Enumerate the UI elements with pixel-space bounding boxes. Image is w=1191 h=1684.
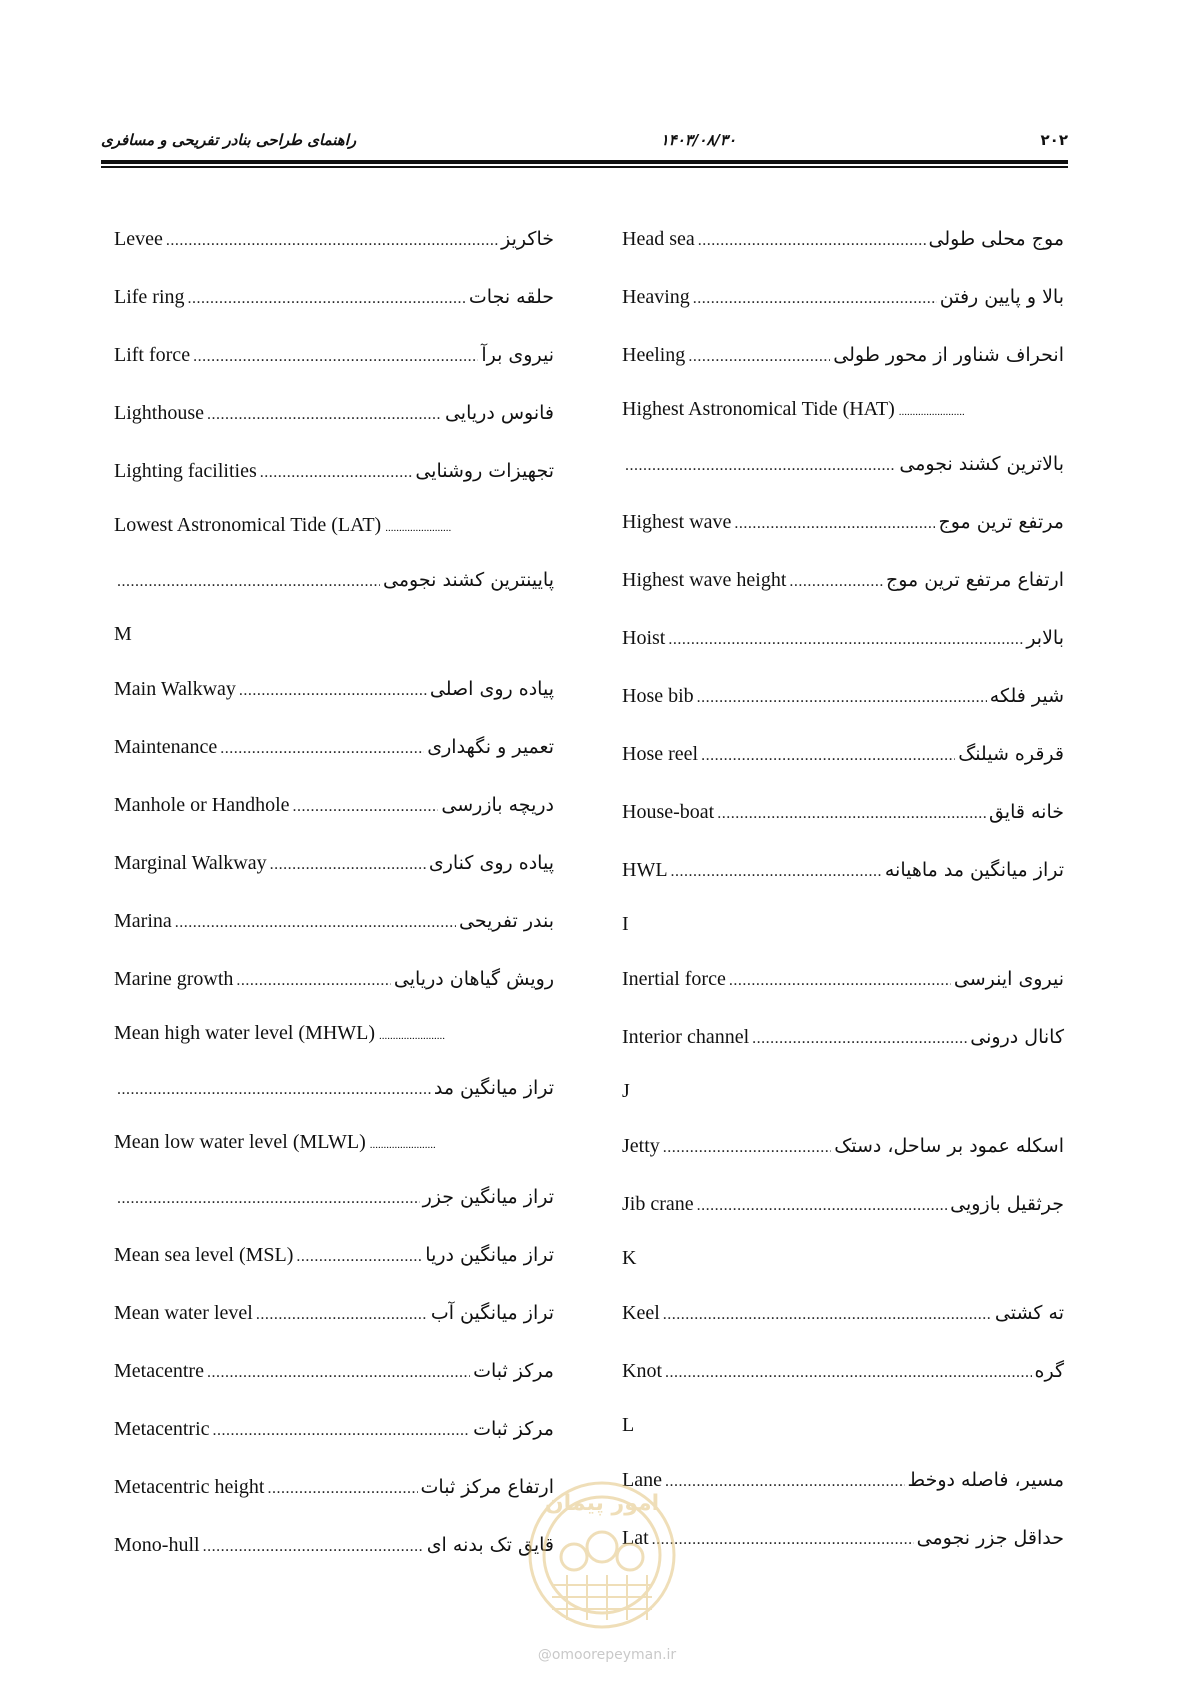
glossary-entry	[622, 667, 1064, 725]
persian-translation: تراز میانگین مد	[433, 1077, 554, 1099]
english-term: Lighting facilities	[114, 460, 257, 482]
header-title: راهنمای طراحی بنادر تفریحی و مسافری	[101, 131, 357, 149]
english-term: Interior channel	[622, 1026, 750, 1048]
english-term: Mono-hull	[114, 1534, 200, 1556]
english-term: Levee	[114, 228, 163, 250]
persian-translation: حداقل جزر نجومی	[916, 1527, 1064, 1549]
dot-leader	[220, 720, 424, 778]
section-letter-text: K	[622, 1247, 637, 1269]
dot-leader	[671, 843, 882, 901]
dot-leader	[117, 1061, 431, 1119]
english-term: Life ring	[114, 286, 185, 308]
persian-translation: پیاده روی کناری	[428, 852, 554, 874]
english-term: Manhole or Handhole	[114, 794, 290, 816]
english-term: Jib crane	[622, 1193, 694, 1215]
glossary-entry	[114, 210, 554, 268]
persian-translation: تجهیزات روشنایی	[415, 460, 554, 482]
dot-leader	[207, 1344, 470, 1402]
dot-leader	[697, 669, 987, 727]
english-term: Heaving	[622, 286, 690, 308]
persian-translation: کانال درونی	[970, 1026, 1064, 1048]
dot-leader	[239, 662, 427, 720]
persian-translation: پیاده روی اصلی	[429, 678, 554, 700]
header-rule-thin	[101, 166, 1068, 168]
english-term: Maintenance	[114, 736, 218, 758]
persian-translation: انحراف شناور از محور طولی	[833, 344, 1064, 366]
persian-translation: موج محلی طولی	[928, 228, 1064, 250]
persian-translation: مرکز ثبات	[473, 1418, 554, 1440]
persian-translation: شیر فلکه	[989, 685, 1064, 707]
dot-leader	[293, 778, 439, 836]
persian-translation: اسکله عمود بر ساحل، دستک	[834, 1135, 1064, 1157]
english-term: Knot	[622, 1360, 662, 1382]
english-term: Lift force	[114, 344, 191, 366]
section-letter-text: L	[622, 1414, 635, 1436]
persian-translation: مسیر، فاصله دوخط	[907, 1469, 1064, 1491]
header-rule-thick	[101, 160, 1068, 164]
glossary-entry	[114, 326, 554, 384]
glossary-column-left	[114, 210, 554, 1574]
glossary-entry	[114, 834, 554, 892]
glossary-entry	[114, 1458, 554, 1516]
watermark-url: @omoorepeyman.ir	[537, 1647, 677, 1663]
glossary-entry	[114, 950, 554, 1008]
english-term: Main Walkway	[114, 678, 236, 700]
dot-leader: ........................	[379, 1030, 446, 1042]
persian-translation: حلقه نجات	[468, 286, 554, 308]
header-date: ۱۴۰۳/۰۸/۳۰	[660, 131, 737, 149]
persian-translation: قرقره شیلنگ	[958, 743, 1064, 765]
persian-translation: جرثقیل بازویی	[950, 1193, 1064, 1215]
persian-translation: پایینترین کشند نجومی	[383, 569, 554, 591]
dot-leader	[717, 785, 986, 843]
page-number: ۲۰۲	[1040, 131, 1068, 149]
dot-leader	[625, 437, 896, 495]
glossary-entry	[622, 551, 1064, 609]
dot-leader	[203, 1518, 424, 1576]
english-term: Marine growth	[114, 968, 234, 990]
persian-translation: گره	[1034, 1360, 1064, 1382]
dot-leader	[117, 553, 380, 611]
dot-leader	[117, 1170, 420, 1228]
dot-leader	[260, 444, 413, 502]
glossary-entry	[114, 384, 554, 442]
persian-translation: تراز میانگین مد ماهیانه	[884, 859, 1064, 881]
glossary-entry	[114, 1342, 554, 1400]
persian-translation: مرتفع ترین موج	[938, 511, 1064, 533]
glossary-entry	[622, 210, 1064, 268]
english-term: Hose bib	[622, 685, 694, 707]
english-term: Mean sea level (MSL)	[114, 1244, 294, 1266]
persian-translation: نیروی برآ	[481, 344, 554, 366]
persian-translation: بالا و پایین رفتن	[939, 286, 1064, 308]
dot-leader	[296, 1228, 422, 1286]
english-term: Inertial force	[622, 968, 726, 990]
english-term: Highest wave	[622, 511, 732, 533]
english-term: Keel	[622, 1302, 660, 1324]
persian-translation: تراز میانگین آب	[430, 1302, 554, 1324]
section-letter-text: M	[114, 623, 132, 645]
dot-leader	[268, 1460, 418, 1518]
dot-leader	[698, 212, 926, 270]
persian-translation: ارتفاع مرتفع ترین موج	[885, 569, 1064, 591]
section-letter-text: I	[622, 913, 629, 935]
glossary-entry	[622, 783, 1064, 841]
section-letter	[114, 609, 554, 660]
english-term: Marina	[114, 910, 172, 932]
section-letter	[622, 1400, 1064, 1451]
persian-translation: فانوس دریایی	[444, 402, 554, 424]
persian-translation: بالاترین کشند نجومی	[899, 453, 1064, 475]
persian-translation: بالابر	[1026, 627, 1064, 649]
section-letter	[622, 1233, 1064, 1284]
dot-leader	[256, 1286, 428, 1344]
english-term: Mean low water level (MLWL)	[114, 1131, 366, 1153]
glossary-entry	[114, 1284, 554, 1342]
persian-translation: تراز میانگین دریا	[425, 1244, 554, 1266]
english-term: Mean water level	[114, 1302, 253, 1324]
glossary-column-right	[622, 210, 1064, 1567]
glossary-translation-line	[114, 551, 554, 609]
dot-leader	[668, 611, 1023, 669]
english-term: Mean high water level (MHWL)	[114, 1022, 376, 1044]
dot-leader	[665, 1453, 905, 1511]
dot-leader	[188, 270, 466, 328]
english-term: Jetty	[622, 1135, 660, 1157]
glossary-entry	[114, 1516, 554, 1574]
glossary-entry	[622, 1008, 1064, 1066]
glossary-entry	[114, 660, 554, 718]
glossary-entry	[622, 950, 1064, 1008]
persian-translation: تعمیر و نگهداری	[427, 736, 554, 758]
english-term: Lat	[622, 1527, 649, 1549]
persian-translation: دریچه بازرسی	[441, 794, 554, 816]
english-term: Marginal Walkway	[114, 852, 267, 874]
english-term: Lowest Astronomical Tide (LAT)	[114, 514, 382, 536]
english-term: Heeling	[622, 344, 686, 366]
glossary-entry	[622, 1175, 1064, 1233]
glossary-entry	[114, 718, 554, 776]
dot-leader: ........................	[898, 406, 965, 418]
glossary-translation-line	[114, 1059, 554, 1117]
glossary-entry	[622, 841, 1064, 899]
glossary-translation-line	[114, 1168, 554, 1226]
dot-leader	[175, 894, 456, 952]
dot-leader	[166, 212, 498, 270]
persian-translation: خاکریز	[501, 228, 554, 250]
dot-leader	[734, 495, 935, 553]
dot-leader	[729, 952, 951, 1010]
glossary-entry	[622, 1342, 1064, 1400]
glossary-term-multiline	[114, 1117, 554, 1168]
dot-leader	[663, 1119, 831, 1177]
dot-leader	[688, 328, 830, 386]
persian-translation: تراز میانگین جزر	[422, 1186, 554, 1208]
glossary-entry	[622, 326, 1064, 384]
glossary-entry	[114, 442, 554, 500]
dot-leader	[207, 386, 442, 444]
english-term: Hoist	[622, 627, 666, 649]
dot-leader	[213, 1402, 471, 1460]
watermark-logo-text: امور پیمان	[544, 1491, 660, 1516]
dot-leader	[665, 1344, 1032, 1402]
english-term: HWL	[622, 859, 668, 881]
persian-translation: رویش گیاهان دریایی	[393, 968, 554, 990]
english-term: House-boat	[622, 801, 715, 823]
glossary-translation-line	[622, 435, 1064, 493]
persian-translation: ته کشتی	[994, 1302, 1064, 1324]
dot-leader	[701, 727, 955, 785]
page-header	[101, 128, 1068, 152]
dot-leader	[697, 1177, 948, 1235]
section-letter	[622, 899, 1064, 950]
glossary-entry	[114, 1400, 554, 1458]
section-letter-text: J	[622, 1080, 630, 1102]
dot-leader	[693, 270, 937, 328]
persian-translation: بندر تفریحی	[459, 910, 554, 932]
english-term: Head sea	[622, 228, 695, 250]
glossary-entry	[622, 725, 1064, 783]
glossary-entry	[114, 776, 554, 834]
glossary-entry	[114, 268, 554, 326]
dot-leader	[663, 1286, 992, 1344]
english-term: Lighthouse	[114, 402, 204, 424]
persian-translation: مرکز ثبات	[473, 1360, 554, 1382]
dot-leader	[270, 836, 426, 894]
section-letter	[622, 1066, 1064, 1117]
english-term: Lane	[622, 1469, 662, 1491]
english-term: Metacentric	[114, 1418, 210, 1440]
dot-leader: ........................	[369, 1139, 436, 1151]
persian-translation: ارتفاع مرکز ثبات	[420, 1476, 554, 1498]
glossary-term-multiline	[622, 384, 1064, 435]
glossary-entry	[114, 1226, 554, 1284]
glossary-entry	[622, 1117, 1064, 1175]
english-term: Highest wave height	[622, 569, 787, 591]
persian-translation: نیروی اینرسی	[953, 968, 1064, 990]
english-term: Hose reel	[622, 743, 699, 765]
glossary-entry	[622, 268, 1064, 326]
glossary-term-multiline	[114, 500, 554, 551]
dot-leader	[752, 1010, 967, 1068]
glossary-term-multiline	[114, 1008, 554, 1059]
english-term: Metacentric height	[114, 1476, 265, 1498]
english-term: Highest Astronomical Tide (HAT)	[622, 398, 895, 420]
persian-translation: قایق تک بدنه ای	[426, 1534, 554, 1556]
dot-leader	[193, 328, 478, 386]
persian-translation: خانه قایق	[988, 801, 1064, 823]
glossary-entry	[114, 892, 554, 950]
dot-leader	[789, 553, 883, 611]
glossary-entry	[622, 1284, 1064, 1342]
english-term: Metacentre	[114, 1360, 204, 1382]
dot-leader: ........................	[385, 522, 452, 534]
dot-leader	[236, 952, 390, 1010]
glossary-entry	[622, 493, 1064, 551]
watermark-logo	[512, 1465, 692, 1645]
glossary-entry	[622, 609, 1064, 667]
